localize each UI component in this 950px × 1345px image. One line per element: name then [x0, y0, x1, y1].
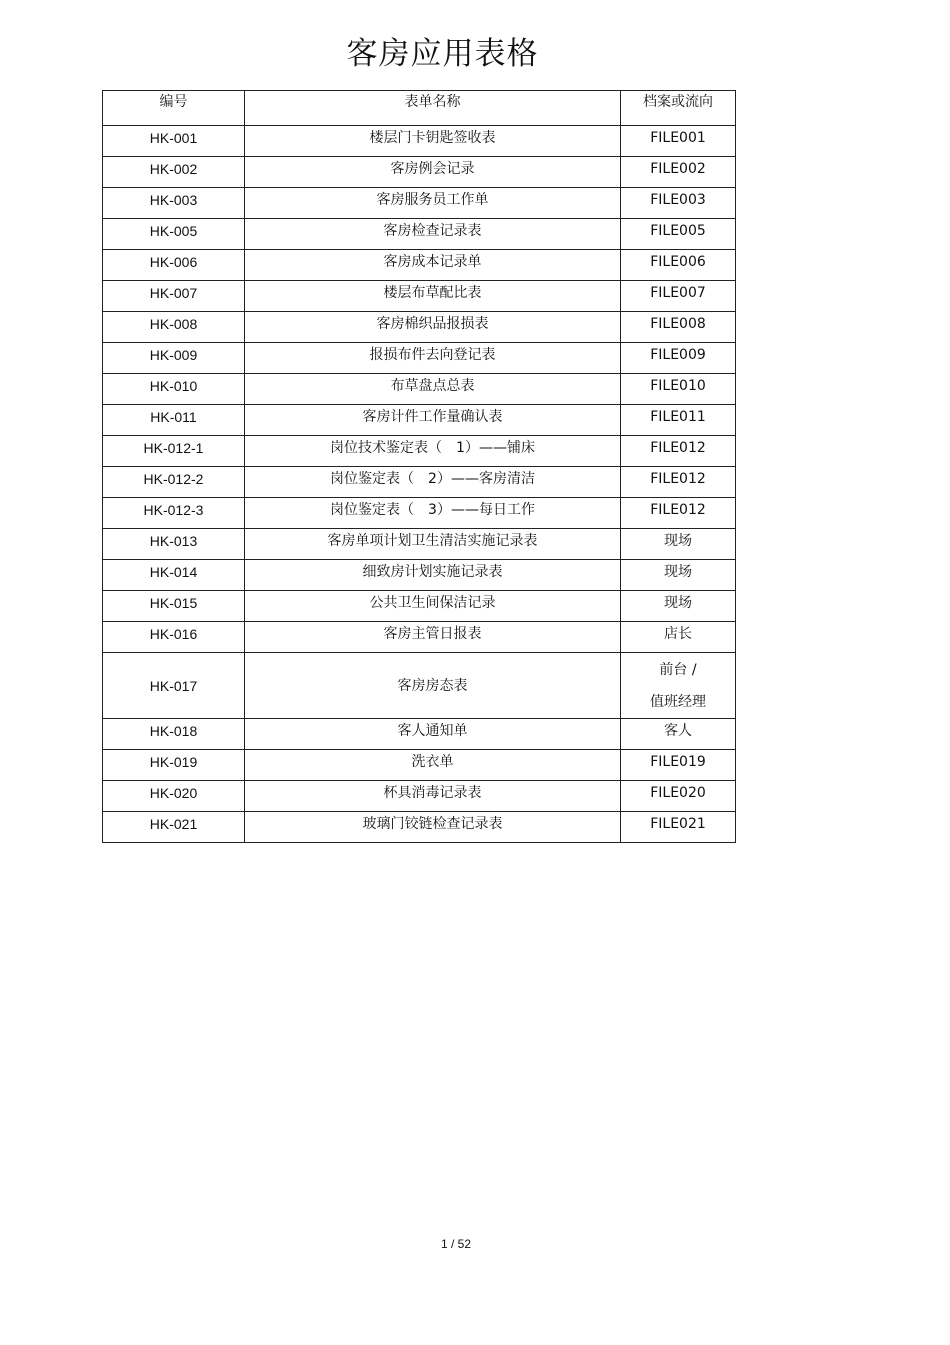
cell-destination [621, 157, 736, 188]
cell-code: HK-013 [103, 529, 245, 560]
cell-destination [621, 126, 736, 157]
cell-form-name: 公共卫生间保洁记录 [245, 591, 621, 622]
table-row [103, 405, 736, 436]
table-row [103, 126, 736, 157]
cell-code: HK-018 [103, 719, 245, 750]
cell-destination [621, 374, 736, 405]
destination-text: FILE011 [650, 409, 706, 425]
cell-form-name: 岗位技术鉴定表（ 1）——铺床 [245, 436, 621, 467]
destination-text: FILE019 [650, 754, 706, 770]
cell-destination [621, 343, 736, 374]
cell-form-name: 客房主管日报表 [245, 622, 621, 653]
table-row [103, 436, 736, 467]
destination-text: FILE009 [650, 347, 706, 363]
cell-form-name: 客房成本记录单 [245, 250, 621, 281]
cell-code: HK-016 [103, 622, 245, 653]
table-row [103, 498, 736, 529]
cell-form-name: 岗位鉴定表（ 2）——客房清洁 [245, 467, 621, 498]
cell-form-name: 客房棉织品报损表 [245, 312, 621, 343]
cell-destination [621, 529, 736, 560]
column-header-code: 编号 [103, 91, 245, 126]
table-row [103, 529, 736, 560]
cell-code: HK-012-2 [103, 467, 245, 498]
cell-destination [621, 219, 736, 250]
cell-destination [621, 653, 736, 719]
destination-text: FILE012 [650, 471, 706, 487]
table-row [103, 560, 736, 591]
cell-code: HK-014 [103, 560, 245, 591]
cell-destination [621, 312, 736, 343]
cell-form-name: 楼层布草配比表 [245, 281, 621, 312]
cell-destination [621, 812, 736, 843]
page-title: 客房应用表格 [346, 36, 539, 72]
cell-destination [621, 622, 736, 653]
cell-code: HK-007 [103, 281, 245, 312]
cell-code: HK-017 [103, 653, 245, 719]
table-row [103, 250, 736, 281]
cell-form-name: 客房例会记录 [245, 157, 621, 188]
destination-text: FILE021 [650, 816, 706, 832]
cell-code: HK-001 [103, 126, 245, 157]
cell-form-name: 杯具消毒记录表 [245, 781, 621, 812]
cell-code: HK-021 [103, 812, 245, 843]
cell-form-name: 客房服务员工作单 [245, 188, 621, 219]
cell-destination [621, 591, 736, 622]
cell-code: HK-002 [103, 157, 245, 188]
table-row [103, 467, 736, 498]
destination-text: 客人 [664, 723, 692, 739]
page-number: 1 / 52 [440, 1237, 472, 1251]
cell-destination [621, 405, 736, 436]
cell-destination [621, 436, 736, 467]
cell-code: HK-006 [103, 250, 245, 281]
cell-form-name: 玻璃门铰链检查记录表 [245, 812, 621, 843]
cell-code: HK-003 [103, 188, 245, 219]
cell-form-name: 客房房态表 [245, 653, 621, 719]
table-row [103, 157, 736, 188]
destination-text: FILE005 [650, 223, 706, 239]
destination-text: FILE002 [650, 161, 706, 177]
table-row [103, 653, 736, 719]
cell-form-name: 报损布件去向登记表 [245, 343, 621, 374]
cell-form-name: 岗位鉴定表（ 3）——每日工作 [245, 498, 621, 529]
cell-destination [621, 250, 736, 281]
destination-text: FILE001 [650, 130, 706, 146]
table-row [103, 591, 736, 622]
cell-code: HK-015 [103, 591, 245, 622]
destination-text: FILE012 [650, 502, 706, 518]
cell-form-name: 楼层门卡钥匙签收表 [245, 126, 621, 157]
table-row [103, 188, 736, 219]
cell-code: HK-011 [103, 405, 245, 436]
cell-code: HK-012-3 [103, 498, 245, 529]
table-row [103, 781, 736, 812]
cell-destination [621, 498, 736, 529]
destination-text: FILE008 [650, 316, 706, 332]
destination-text: 前台 / [659, 661, 697, 678]
cell-form-name: 客房计件工作量确认表 [245, 405, 621, 436]
cell-destination [621, 719, 736, 750]
cell-form-name: 客房检查记录表 [245, 219, 621, 250]
cell-code: HK-008 [103, 312, 245, 343]
destination-text: 现场 [664, 533, 692, 549]
destination-text: FILE003 [650, 192, 706, 208]
destination-text: 现场 [664, 564, 692, 580]
column-header-destination: 档案或流向 [621, 91, 736, 126]
table-row [103, 719, 736, 750]
cell-code: HK-012-1 [103, 436, 245, 467]
cell-code: HK-010 [103, 374, 245, 405]
table-row [103, 219, 736, 250]
cell-destination [621, 750, 736, 781]
cell-destination [621, 281, 736, 312]
cell-form-name: 洗衣单 [245, 750, 621, 781]
destination-text: FILE010 [650, 378, 706, 394]
destination-text: FILE012 [650, 440, 706, 456]
cell-code: HK-005 [103, 219, 245, 250]
table-row [103, 750, 736, 781]
table-row [103, 343, 736, 374]
cell-form-name: 客人通知单 [245, 719, 621, 750]
cell-destination [621, 560, 736, 591]
table-row [103, 622, 736, 653]
destination-text: FILE020 [650, 785, 706, 801]
cell-form-name: 细致房计划实施记录表 [245, 560, 621, 591]
cell-code: HK-019 [103, 750, 245, 781]
cell-code: HK-009 [103, 343, 245, 374]
cell-destination [621, 781, 736, 812]
cell-form-name: 客房单项计划卫生清洁实施记录表 [245, 529, 621, 560]
cell-code: HK-020 [103, 781, 245, 812]
table-row [103, 312, 736, 343]
column-header-name: 表单名称 [245, 91, 621, 126]
cell-form-name: 布草盘点总表 [245, 374, 621, 405]
table-header-row [103, 91, 736, 126]
destination-text: 值班经理 [650, 693, 706, 710]
destination-text: FILE006 [650, 254, 706, 270]
cell-destination [621, 188, 736, 219]
cell-destination [621, 467, 736, 498]
table-row [103, 812, 736, 843]
table-row [103, 281, 736, 312]
table-body [103, 126, 736, 843]
table-row [103, 374, 736, 405]
forms-table [102, 90, 736, 843]
destination-text: FILE007 [650, 285, 706, 301]
destination-text: 现场 [664, 595, 692, 611]
destination-text: 店长 [664, 626, 692, 642]
